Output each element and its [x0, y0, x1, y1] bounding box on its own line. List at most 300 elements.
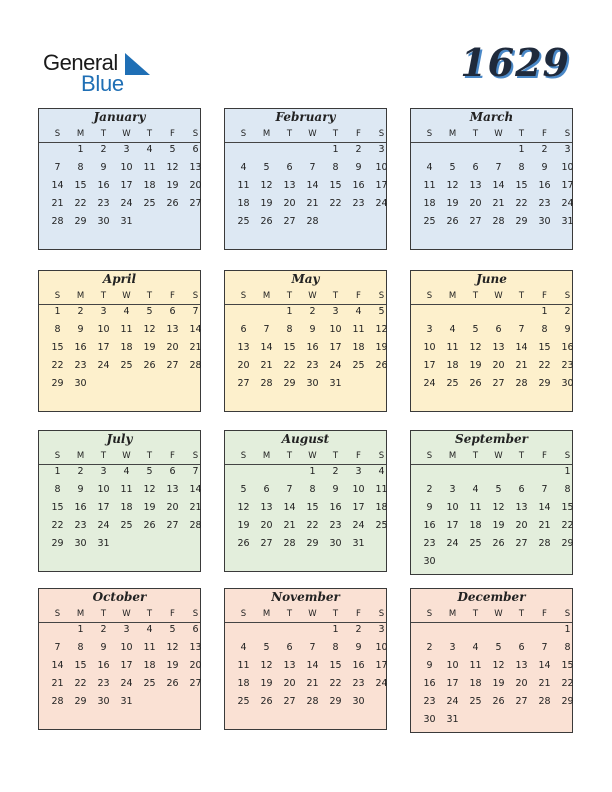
weekday-label: T: [332, 609, 339, 619]
day-number: 29: [74, 216, 87, 227]
weekday-label: T: [146, 129, 153, 139]
day-number: 27: [492, 378, 505, 389]
day-number: 16: [74, 502, 87, 513]
day-number: 6: [263, 484, 270, 495]
day-number: 6: [472, 162, 479, 173]
day-number: 21: [515, 360, 528, 371]
day-number: 23: [329, 520, 342, 531]
day-number: 24: [97, 520, 110, 531]
day-number: 21: [283, 520, 296, 531]
weekday-label: S: [378, 291, 385, 301]
day-number: 1: [309, 466, 316, 477]
weekday-label: W: [122, 291, 131, 301]
day-number: 16: [538, 180, 551, 191]
day-number: 3: [378, 624, 385, 635]
day-number: 24: [423, 378, 436, 389]
day-number: 8: [332, 642, 339, 653]
weekday-label: S: [426, 451, 433, 461]
weekday-header-row: [39, 607, 200, 623]
weekday-label: M: [448, 129, 457, 139]
day-number: 8: [54, 324, 61, 335]
weekday-header-row: [225, 449, 386, 465]
month-name: September: [455, 432, 528, 446]
day-number: 24: [561, 198, 574, 209]
day-number: 9: [100, 162, 107, 173]
day-number: 13: [469, 180, 482, 191]
month-name: November: [271, 590, 340, 604]
day-number: 11: [237, 660, 250, 671]
day-number: 10: [97, 484, 110, 495]
day-number: 18: [469, 678, 482, 689]
day-number: 28: [189, 360, 202, 371]
day-number: 31: [561, 216, 574, 227]
day-number: 25: [143, 678, 156, 689]
day-number: 22: [329, 198, 342, 209]
day-number: 4: [146, 624, 153, 635]
day-number: 13: [515, 502, 528, 513]
day-number: 11: [423, 180, 436, 191]
weekday-label: F: [356, 609, 361, 619]
weekday-label: S: [378, 451, 385, 461]
day-number: 29: [283, 378, 296, 389]
weekday-label: S: [54, 129, 61, 139]
day-number: 18: [143, 180, 156, 191]
day-number: 4: [146, 144, 153, 155]
day-number: 25: [143, 198, 156, 209]
day-number: 26: [143, 520, 156, 531]
day-number: 17: [561, 180, 574, 191]
weekday-label: W: [494, 291, 503, 301]
day-number: 22: [329, 678, 342, 689]
day-number: 8: [564, 642, 571, 653]
day-number: 4: [240, 162, 247, 173]
day-number: 21: [306, 678, 319, 689]
day-number: 16: [329, 502, 342, 513]
day-number: 17: [446, 678, 459, 689]
day-number: 15: [538, 342, 551, 353]
day-number: 10: [120, 162, 133, 173]
day-number: 9: [77, 484, 84, 495]
day-number: 13: [237, 342, 250, 353]
day-number: 3: [123, 624, 130, 635]
weekday-label: T: [100, 451, 107, 461]
day-number: 27: [469, 216, 482, 227]
day-number: 9: [426, 502, 433, 513]
day-number: 8: [77, 162, 84, 173]
weekday-label: F: [170, 609, 175, 619]
day-number: 6: [495, 324, 502, 335]
day-number: 18: [237, 678, 250, 689]
weekday-label: F: [170, 451, 175, 461]
day-number: 10: [446, 660, 459, 671]
weekday-label: T: [146, 609, 153, 619]
day-number: 23: [423, 696, 436, 707]
day-number: 2: [77, 466, 84, 477]
day-number: 26: [446, 216, 459, 227]
day-number: 26: [469, 378, 482, 389]
day-number: 15: [283, 342, 296, 353]
day-number: 30: [74, 378, 87, 389]
day-number: 14: [515, 342, 528, 353]
day-number: 22: [561, 678, 574, 689]
day-number: 29: [561, 696, 574, 707]
weekday-label: W: [308, 129, 317, 139]
day-number: 21: [538, 678, 551, 689]
day-number: 27: [166, 360, 179, 371]
day-number: 9: [100, 642, 107, 653]
day-number: 12: [260, 180, 273, 191]
day-number: 8: [54, 484, 61, 495]
weekday-label: S: [378, 129, 385, 139]
day-number: 2: [355, 624, 362, 635]
day-number: 16: [561, 342, 574, 353]
day-number: 11: [352, 324, 365, 335]
year-title: 1629: [460, 40, 570, 85]
day-number: 9: [309, 324, 316, 335]
weekday-header-row: [225, 607, 386, 623]
day-number: 28: [538, 696, 551, 707]
weekday-label: S: [192, 451, 199, 461]
day-number: 7: [541, 642, 548, 653]
day-number: 12: [446, 180, 459, 191]
weekday-label: S: [54, 291, 61, 301]
day-number: 3: [449, 642, 456, 653]
month-february: [224, 108, 387, 250]
day-number: 11: [375, 484, 388, 495]
weekday-label: S: [426, 609, 433, 619]
day-number: 4: [449, 324, 456, 335]
day-number: 24: [446, 696, 459, 707]
month-july: [38, 430, 201, 572]
month-name: March: [469, 110, 514, 124]
day-number: 2: [426, 484, 433, 495]
day-number: 3: [123, 144, 130, 155]
day-number: 23: [74, 360, 87, 371]
day-number: 16: [97, 180, 110, 191]
weekday-label: T: [286, 129, 293, 139]
day-number: 2: [355, 144, 362, 155]
day-number: 30: [306, 378, 319, 389]
day-number: 5: [495, 642, 502, 653]
day-number: 16: [352, 660, 365, 671]
month-june: [410, 270, 573, 412]
day-number: 22: [515, 198, 528, 209]
day-number: 10: [120, 642, 133, 653]
day-number: 20: [189, 180, 202, 191]
weekday-label: M: [76, 291, 85, 301]
weekday-label: S: [426, 129, 433, 139]
day-number: 5: [378, 306, 385, 317]
day-number: 29: [51, 378, 64, 389]
day-number: 20: [515, 678, 528, 689]
weekday-label: M: [262, 291, 271, 301]
day-number: 25: [352, 360, 365, 371]
weekday-label: W: [122, 451, 131, 461]
day-number: 8: [286, 324, 293, 335]
day-number: 12: [237, 502, 250, 513]
weekday-header-row: [225, 289, 386, 305]
day-number: 20: [166, 342, 179, 353]
day-number: 4: [426, 162, 433, 173]
day-number: 13: [189, 642, 202, 653]
day-number: 2: [332, 466, 339, 477]
day-number: 4: [378, 466, 385, 477]
day-number: 23: [352, 678, 365, 689]
day-number: 8: [518, 162, 525, 173]
day-number: 6: [518, 642, 525, 653]
day-number: 10: [97, 324, 110, 335]
day-number: 6: [192, 624, 199, 635]
day-number: 27: [515, 696, 528, 707]
day-number: 11: [143, 642, 156, 653]
day-number: 29: [561, 538, 574, 549]
day-number: 4: [123, 306, 130, 317]
day-number: 21: [492, 198, 505, 209]
day-number: 5: [240, 484, 247, 495]
day-number: 17: [375, 660, 388, 671]
weekday-label: F: [170, 129, 175, 139]
day-number: 13: [283, 180, 296, 191]
day-number: 14: [51, 180, 64, 191]
day-number: 4: [472, 642, 479, 653]
weekday-label: M: [448, 451, 457, 461]
day-number: 25: [120, 520, 133, 531]
day-number: 24: [120, 678, 133, 689]
weekday-label: T: [472, 129, 479, 139]
day-number: 10: [352, 484, 365, 495]
day-number: 31: [352, 538, 365, 549]
day-number: 26: [492, 696, 505, 707]
day-number: 27: [283, 216, 296, 227]
day-number: 14: [189, 484, 202, 495]
month-may: [224, 270, 387, 412]
day-number: 5: [495, 484, 502, 495]
day-number: 22: [306, 520, 319, 531]
weekday-label: F: [356, 291, 361, 301]
day-number: 29: [74, 696, 87, 707]
day-number: 14: [283, 502, 296, 513]
day-number: 28: [51, 696, 64, 707]
day-number: 21: [260, 360, 273, 371]
month-october: [38, 588, 201, 730]
day-number: 14: [260, 342, 273, 353]
day-number: 12: [166, 642, 179, 653]
day-number: 23: [352, 198, 365, 209]
day-number: 30: [97, 216, 110, 227]
day-number: 21: [538, 520, 551, 531]
month-september: [410, 430, 573, 575]
day-number: 20: [260, 520, 273, 531]
day-number: 18: [120, 342, 133, 353]
weekday-header-row: [39, 289, 200, 305]
generalblue-logo: [43, 50, 163, 94]
day-number: 25: [469, 696, 482, 707]
day-number: 22: [51, 360, 64, 371]
day-number: 1: [54, 306, 61, 317]
day-number: 26: [260, 216, 273, 227]
day-number: 23: [97, 198, 110, 209]
day-number: 16: [352, 180, 365, 191]
weekday-label: T: [286, 609, 293, 619]
day-number: 30: [423, 714, 436, 725]
day-number: 12: [143, 484, 156, 495]
day-number: 15: [329, 660, 342, 671]
day-number: 22: [51, 520, 64, 531]
weekday-label: M: [76, 451, 85, 461]
day-number: 2: [309, 306, 316, 317]
weekday-label: W: [494, 609, 503, 619]
weekday-label: S: [564, 609, 571, 619]
day-number: 13: [166, 484, 179, 495]
day-number: 19: [492, 520, 505, 531]
day-number: 15: [561, 502, 574, 513]
day-number: 11: [120, 324, 133, 335]
month-april: [38, 270, 201, 412]
day-number: 5: [169, 144, 176, 155]
day-number: 15: [74, 660, 87, 671]
day-number: 12: [492, 660, 505, 671]
day-number: 7: [54, 642, 61, 653]
weekday-label: T: [518, 129, 525, 139]
day-number: 10: [446, 502, 459, 513]
day-number: 27: [515, 538, 528, 549]
weekday-label: T: [332, 129, 339, 139]
month-name: October: [92, 590, 147, 604]
weekday-label: S: [54, 609, 61, 619]
day-number: 26: [260, 696, 273, 707]
day-number: 21: [51, 678, 64, 689]
day-number: 19: [375, 342, 388, 353]
weekday-label: M: [448, 609, 457, 619]
weekday-label: T: [518, 609, 525, 619]
day-number: 7: [309, 642, 316, 653]
day-number: 19: [143, 502, 156, 513]
weekday-header-row: [39, 449, 200, 465]
day-number: 21: [189, 342, 202, 353]
weekday-label: F: [170, 291, 175, 301]
day-number: 31: [97, 538, 110, 549]
day-number: 19: [492, 678, 505, 689]
day-number: 5: [263, 642, 270, 653]
day-number: 3: [378, 144, 385, 155]
day-number: 20: [166, 502, 179, 513]
day-number: 20: [189, 660, 202, 671]
day-number: 12: [375, 324, 388, 335]
day-number: 20: [237, 360, 250, 371]
day-number: 18: [469, 520, 482, 531]
day-number: 17: [97, 342, 110, 353]
weekday-label: M: [76, 609, 85, 619]
day-number: 5: [146, 306, 153, 317]
day-number: 19: [166, 660, 179, 671]
day-number: 9: [564, 324, 571, 335]
day-number: 18: [120, 502, 133, 513]
month-name: May: [291, 272, 320, 286]
day-number: 19: [166, 180, 179, 191]
day-number: 31: [120, 696, 133, 707]
weekday-label: S: [426, 291, 433, 301]
day-number: 3: [426, 324, 433, 335]
day-number: 7: [518, 324, 525, 335]
day-number: 17: [352, 502, 365, 513]
day-number: 18: [237, 198, 250, 209]
day-number: 6: [169, 306, 176, 317]
day-number: 26: [492, 538, 505, 549]
day-number: 14: [306, 180, 319, 191]
day-number: 19: [446, 198, 459, 209]
day-number: 24: [446, 538, 459, 549]
day-number: 28: [492, 216, 505, 227]
day-number: 29: [515, 216, 528, 227]
day-number: 10: [329, 324, 342, 335]
weekday-label: T: [286, 451, 293, 461]
day-number: 5: [146, 466, 153, 477]
day-number: 26: [375, 360, 388, 371]
day-number: 21: [306, 198, 319, 209]
day-number: 31: [120, 216, 133, 227]
day-number: 23: [74, 520, 87, 531]
day-number: 8: [541, 324, 548, 335]
logo-word-blue: Blue: [81, 71, 124, 96]
day-number: 21: [51, 198, 64, 209]
logo-triangle-icon: [125, 53, 150, 75]
day-number: 30: [352, 696, 365, 707]
day-number: 1: [564, 624, 571, 635]
day-number: 4: [472, 484, 479, 495]
day-number: 17: [97, 502, 110, 513]
month-name: June: [476, 272, 507, 286]
day-number: 11: [469, 502, 482, 513]
day-number: 9: [355, 642, 362, 653]
day-number: 11: [469, 660, 482, 671]
day-number: 1: [541, 306, 548, 317]
weekday-label: S: [564, 451, 571, 461]
day-number: 16: [423, 520, 436, 531]
day-number: 3: [100, 466, 107, 477]
day-number: 10: [375, 642, 388, 653]
day-number: 3: [564, 144, 571, 155]
day-number: 15: [329, 180, 342, 191]
day-number: 1: [564, 466, 571, 477]
weekday-label: S: [54, 451, 61, 461]
day-number: 16: [306, 342, 319, 353]
day-number: 6: [192, 144, 199, 155]
weekday-header-row: [411, 449, 572, 465]
weekday-label: S: [192, 609, 199, 619]
day-number: 29: [51, 538, 64, 549]
day-number: 1: [77, 624, 84, 635]
weekday-label: M: [448, 291, 457, 301]
day-number: 14: [538, 502, 551, 513]
day-number: 2: [100, 624, 107, 635]
month-name: January: [93, 110, 146, 124]
weekday-label: T: [100, 609, 107, 619]
day-number: 28: [306, 216, 319, 227]
weekday-label: T: [518, 451, 525, 461]
day-number: 10: [561, 162, 574, 173]
day-number: 6: [286, 162, 293, 173]
month-name: February: [275, 110, 336, 124]
weekday-label: S: [240, 609, 247, 619]
day-number: 27: [189, 678, 202, 689]
day-number: 28: [189, 520, 202, 531]
day-number: 11: [237, 180, 250, 191]
day-number: 2: [564, 306, 571, 317]
day-number: 17: [375, 180, 388, 191]
weekday-header-row: [411, 127, 572, 143]
day-number: 7: [495, 162, 502, 173]
month-name: December: [457, 590, 526, 604]
